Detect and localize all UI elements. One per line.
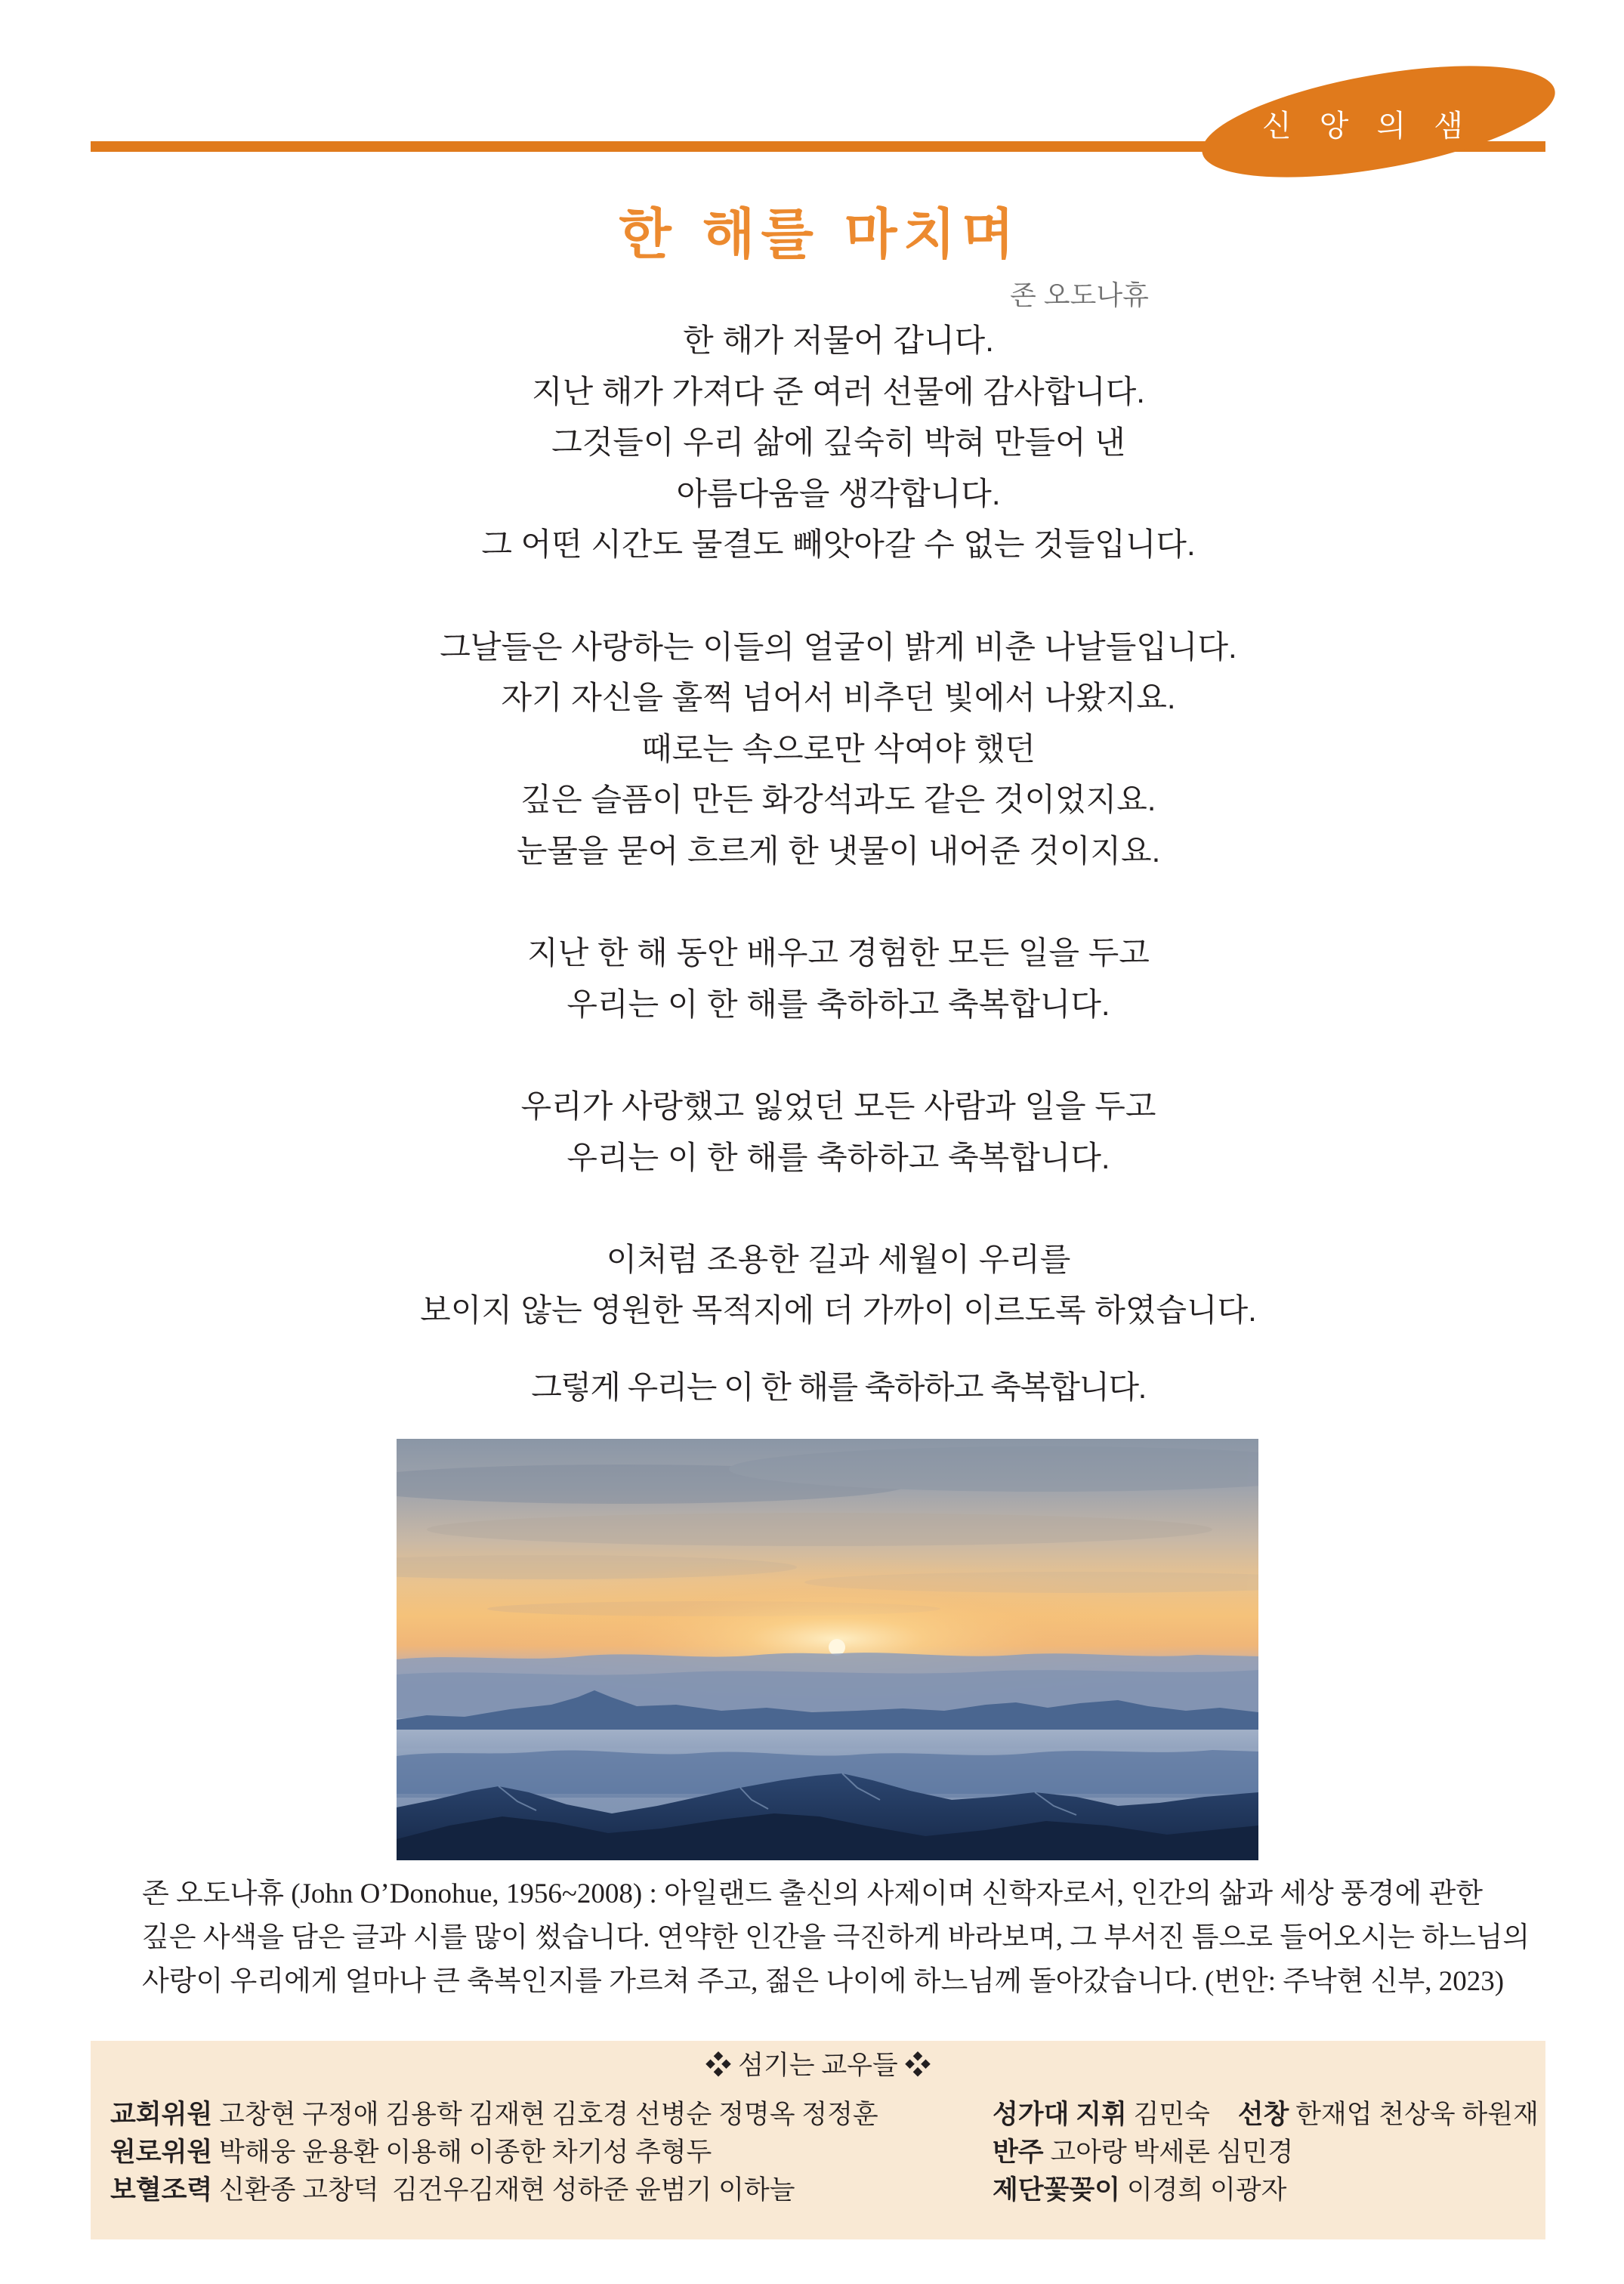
ministry-row — [993, 2096, 1539, 2134]
ministry-role: 원로위원 — [110, 2137, 213, 2167]
poem — [83, 315, 1594, 1412]
poem-line: 그날들은 사랑하는 이들의 얼굴이 밝게 비춘 나날들입니다. — [440, 628, 1237, 665]
ministry-role: 제단꽃꽂이 — [993, 2175, 1121, 2205]
poem-line: 깊은 슬픔이 만든 화강석과도 같은 것이었지요. — [520, 782, 1156, 818]
author-note — [142, 1872, 1532, 2004]
author-note-line: 사랑이 우리에게 얼마나 큰 축복인지를 가르쳐 주고, 젊은 나이에 하느님께 돌아갔습니다. (번안: 주낙현 신부, 2023) — [142, 1966, 1505, 1997]
poem-stanza — [83, 1234, 1594, 1336]
poem-line: 그 어떤 시간도 물결도 빼앗아갈 수 없는 것들입니다. — [481, 526, 1196, 563]
ministry-role: 교회위원 — [110, 2100, 213, 2129]
poem-closing-stanza — [83, 1362, 1594, 1413]
author-note-line: 존 오도나휴 (John O’Donohue, 1956~2008) : 아일랜드 출신의 사제이며 신학자로서, 인간의 삶과 세상 풍경에 관한 — [142, 1878, 1484, 1909]
ministry-row — [110, 2134, 878, 2171]
ministry-names: 이경희 이광자 — [1126, 2175, 1287, 2205]
section-tag-label: 신 앙 의 샘 — [1262, 110, 1471, 143]
serving-members-box — [91, 2041, 1545, 2239]
ministry-names: 김민숙 — [1133, 2100, 1210, 2129]
poem-line: 그렇게 우리는 이 한 해를 축하하고 축복합니다. — [531, 1369, 1146, 1405]
sun — [829, 1639, 845, 1656]
serving-members-right-column — [993, 2096, 1539, 2209]
ministry-role: 성가대 지휘 — [993, 2100, 1127, 2129]
poem-stanza — [83, 315, 1594, 570]
poem-stanza — [83, 1081, 1594, 1183]
poem-line: 이처럼 조용한 길과 세월이 우리를 — [606, 1241, 1071, 1277]
ministry-names: 고아랑 박세론 심민경 — [1050, 2137, 1294, 2167]
poem-line: 우리는 이 한 해를 축하하고 축복합니다. — [567, 986, 1110, 1022]
ministry-names: 한재업 천상욱 하원재 — [1295, 2100, 1539, 2129]
poem-line: 우리가 사랑했고 잃었던 모든 사람과 일을 두고 — [520, 1088, 1156, 1124]
poem-line: 때로는 속으로만 삭여야 했던 — [641, 730, 1036, 767]
poem-line: 지난 해가 가져다 준 여러 선물에 감사합니다. — [532, 373, 1145, 409]
poem-line: 지난 한 해 동안 배우고 경험한 모든 일을 두고 — [527, 935, 1150, 971]
poem-line: 보이지 않는 영원한 목적지에 더 가까이 이르도록 하였습니다. — [420, 1292, 1257, 1329]
poem-author: 존 오도나휴 — [1010, 279, 1149, 310]
ministry-names: 고창현 구정애 김용학 김재현 김호경 선병순 정명옥 정정훈 — [219, 2100, 878, 2129]
ministry-role: 선창 — [1237, 2100, 1289, 2129]
poem-line: 그것들이 우리 삶에 깊숙히 박혀 만들어 낸 — [551, 424, 1125, 461]
poem-line: 한 해가 저물어 갑니다. — [683, 323, 994, 358]
ministry-row — [993, 2171, 1539, 2209]
ministry-row — [110, 2171, 878, 2209]
serving-members-heading: ❖ 섬기는 교우들 ❖ — [705, 2051, 931, 2080]
ministry-row — [110, 2096, 878, 2134]
ministry-names: 신환종 고창덕 김건우김재현 성하준 윤범기 이하늘 — [219, 2175, 795, 2205]
poem-stanza — [83, 927, 1594, 1029]
poem-stanza — [83, 622, 1594, 877]
serving-members-left-column — [110, 2096, 878, 2209]
poem-line: 아름다움을 생각합니다. — [676, 475, 1001, 511]
poem-line: 눈물을 묻어 흐르게 한 냇물이 내어준 것이지요. — [516, 832, 1161, 869]
sunrise-mountain-photo — [397, 1439, 1258, 1860]
poem-line: 자기 자신을 훌쩍 넘어서 비추던 빛에서 나왔지요. — [501, 680, 1176, 716]
ministry-row — [993, 2134, 1539, 2171]
author-note-line: 깊은 사색을 담은 글과 시를 많이 썼습니다. 연약한 인간을 극진하게 바라보며, 그 부서진 틈으로 들어오시는 하느님의 — [142, 1922, 1530, 1953]
ministry-names: 박해웅 윤용환 이용해 이종한 차기성 추형두 — [219, 2137, 712, 2167]
page-title: 한 해를 마치며 — [619, 202, 1020, 266]
ministry-role: 반주 — [993, 2137, 1044, 2167]
ministry-role: 보혈조력 — [110, 2175, 213, 2205]
poem-line: 우리는 이 한 해를 축하하고 축복합니다. — [567, 1139, 1110, 1175]
